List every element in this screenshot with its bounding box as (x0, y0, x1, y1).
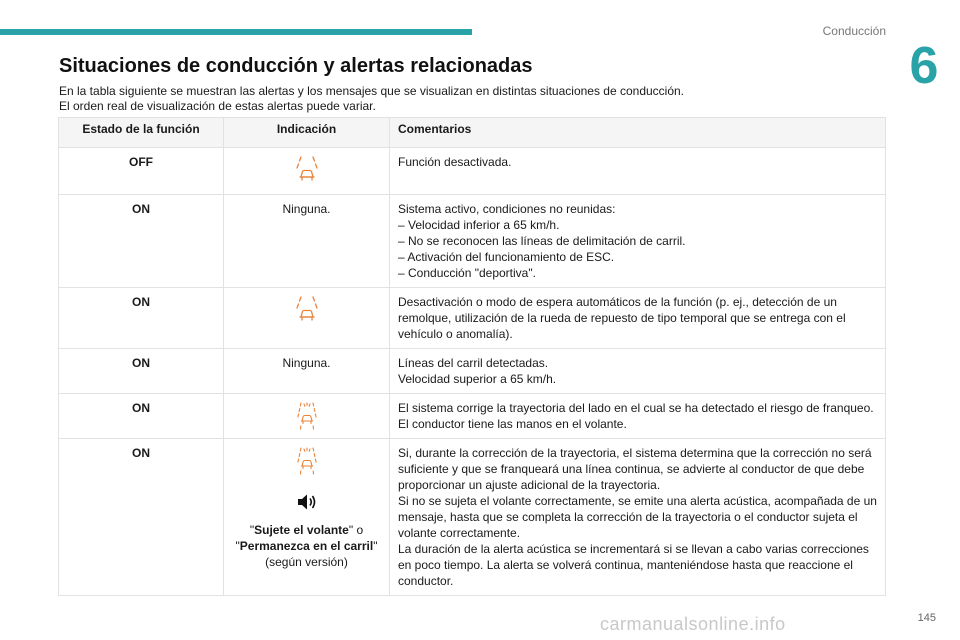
column-header-indicacion: Indicación (224, 118, 390, 148)
comment-line: El sistema corrige la trayectoria del lado en el cual se ha detectado el riesgo de franqueo. (398, 401, 874, 415)
cell-comentarios (390, 394, 886, 439)
cell-indicacion: Ninguna. (224, 195, 390, 288)
table-row (59, 394, 886, 439)
comment-line: – Velocidad inferior a 65 km/h. (398, 218, 560, 232)
cell-comentarios (390, 195, 886, 288)
cell-comentarios (390, 439, 886, 596)
comment-line: El conductor tiene las manos en el volante. (398, 417, 627, 431)
speaker-icon (296, 492, 318, 512)
comment-line: Función desactivada. (398, 155, 512, 169)
comment-line: Si, durante la corrección de la trayectoria, el sistema determina que la corrección no será suficiente y que se franqueará una línea continua, se advierte al conductor de que debe proporcionar un ajuste adicional de la trayectoria. (398, 446, 872, 492)
cell-indicacion (224, 148, 390, 195)
page-number: 145 (917, 612, 936, 624)
watermark: carmanualsonline.info (600, 614, 786, 634)
comment-line: La duración de la alerta acústica se incrementará si se llevan a cabo varias correcciones en poco tiempo. La alerta se volverá continua, manteniéndose hasta que reaccione el conductor. (398, 542, 869, 588)
cell-comentarios (390, 349, 886, 394)
message-permanezca: Permanezca en el carril (239, 539, 374, 553)
comment-line: – Conducción "deportiva". (398, 266, 536, 280)
cell-estado: ON (59, 439, 224, 596)
table-row (59, 349, 886, 394)
column-header-comentarios: Comentarios (390, 118, 886, 148)
comment-line: Desactivación o modo de espera automáticos de la función (p. ej., detección de un remolque, utilización de la rueda de repuesto de tipo temporal que se entrega con el vehículo o anomalía). (398, 295, 846, 341)
quote: " (249, 523, 255, 537)
quote: " (373, 539, 378, 553)
table-row (59, 439, 886, 596)
alerts-table (58, 117, 886, 596)
chapter-number: 6 (909, 37, 939, 95)
version-note: (según versión) (265, 555, 348, 569)
alert-message (232, 522, 381, 570)
comment-line: Velocidad superior a 65 km/h. (398, 372, 557, 386)
cell-estado: ON (59, 394, 224, 439)
message-connector: " o (348, 523, 364, 537)
cell-comentarios (390, 148, 886, 195)
quote: " (235, 539, 240, 553)
table-row (59, 195, 886, 288)
table-row (59, 288, 886, 349)
intro-line: El orden real de visualización de estas alertas puede variar. (59, 99, 376, 113)
lane-keep-active-icon (292, 401, 322, 431)
section-name: Conducción (822, 24, 886, 38)
cell-comentarios (390, 288, 886, 349)
table-row (59, 148, 886, 195)
cell-indicacion (224, 439, 390, 596)
lane-keep-off-icon (292, 295, 322, 323)
message-sujete: Sujete el volante (254, 523, 349, 537)
cell-estado: ON (59, 195, 224, 288)
column-header-estado: Estado de la función (59, 118, 224, 148)
page-title: Situaciones de conducción y alertas relacionadas (59, 55, 533, 77)
comment-line: Sistema activo, condiciones no reunidas: (398, 202, 616, 216)
table-header-row (59, 118, 886, 148)
cell-indicacion (224, 394, 390, 439)
comment-line: – No se reconocen las líneas de delimitación de carril. (398, 234, 686, 248)
cell-estado: ON (59, 288, 224, 349)
comment-line: – Activación del funcionamiento de ESC. (398, 250, 615, 264)
comment-line: Si no se sujeta el volante correctamente, se emite una alerta acústica, acompañada de un mensaje, hasta que se completa la corrección de la trayectoria o el conductor sujeta el volante correctamente. (398, 494, 877, 540)
chapter-color-bar (0, 29, 472, 35)
cell-indicacion (224, 288, 390, 349)
intro-text (59, 84, 684, 114)
lane-keep-off-icon (292, 155, 322, 183)
lane-keep-active-icon (292, 446, 322, 476)
comment-line: Líneas del carril detectadas. (398, 356, 549, 370)
cell-estado: OFF (59, 148, 224, 195)
cell-indicacion: Ninguna. (224, 349, 390, 394)
cell-estado: ON (59, 349, 224, 394)
intro-line: En la tabla siguiente se muestran las alertas y los mensajes que se visualizan en distintas situaciones de conducción. (59, 84, 685, 98)
